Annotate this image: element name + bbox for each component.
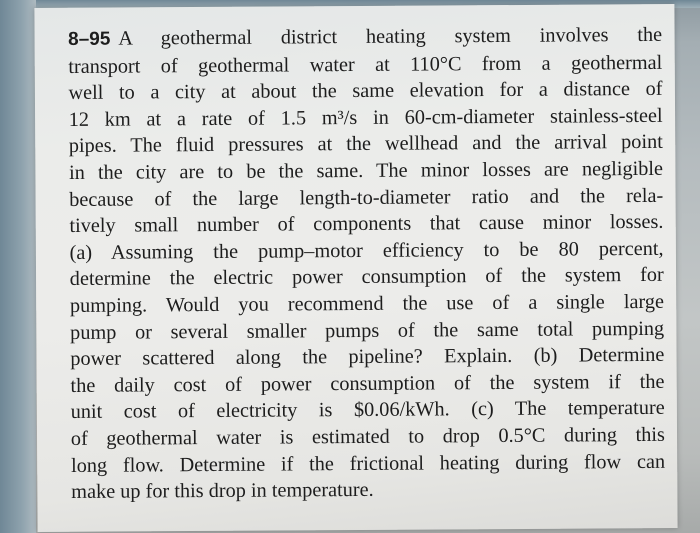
problem-line: because of the large length-to-diameter ratio and the rela- [69, 184, 664, 211]
problem-line: long flow. Determine if the frictional heating during flow can [70, 450, 666, 477]
problem-line: determine the electric power consumption of the system for [69, 264, 664, 291]
problem-line: pump or several smaller pumps of the same total pumping [70, 317, 665, 344]
problem-line: pipes. The fluid pressures at the wellhead and the arrival point [68, 131, 663, 158]
problem-number: 8–95 [68, 28, 111, 50]
problem-line: the daily cost of power consumption of the system if the [70, 370, 665, 397]
problem-line: of geothermal water is estimated to drop 0.5°C during this [70, 423, 665, 450]
problem-text [68, 22, 665, 506]
problem-line: 8–95 A geothermal district heating system involves the [68, 23, 663, 50]
problem-line: (a) Assuming the pump–motor efficiency to be 80 percent, [69, 237, 664, 264]
problem-line: tively small number of components that cause minor losses. [69, 211, 664, 238]
problem-line: transport of geothermal water at 110°C from a geothermal [68, 51, 663, 78]
problem-line: in the city are to be the same. The minor losses are negligible [68, 157, 664, 184]
problem-line: well to a city at about the same elevation for a distance of [68, 78, 663, 105]
problem-line: pumping. Would you recommend the use of a single large [69, 290, 665, 317]
problem-line: power scattered along the pipeline? Explain. (b) Determine [70, 343, 665, 371]
problem-line: 12 km at a rate of 1.5 m³/s in 60-cm-diameter stainless-steel [68, 104, 663, 131]
frame-left-edge [0, 0, 36, 533]
problem-line: unit cost of electricity is $0.06/kWh. (c) The temperature [70, 397, 665, 424]
problem-line: make up for this drop in temperature. [71, 478, 374, 504]
